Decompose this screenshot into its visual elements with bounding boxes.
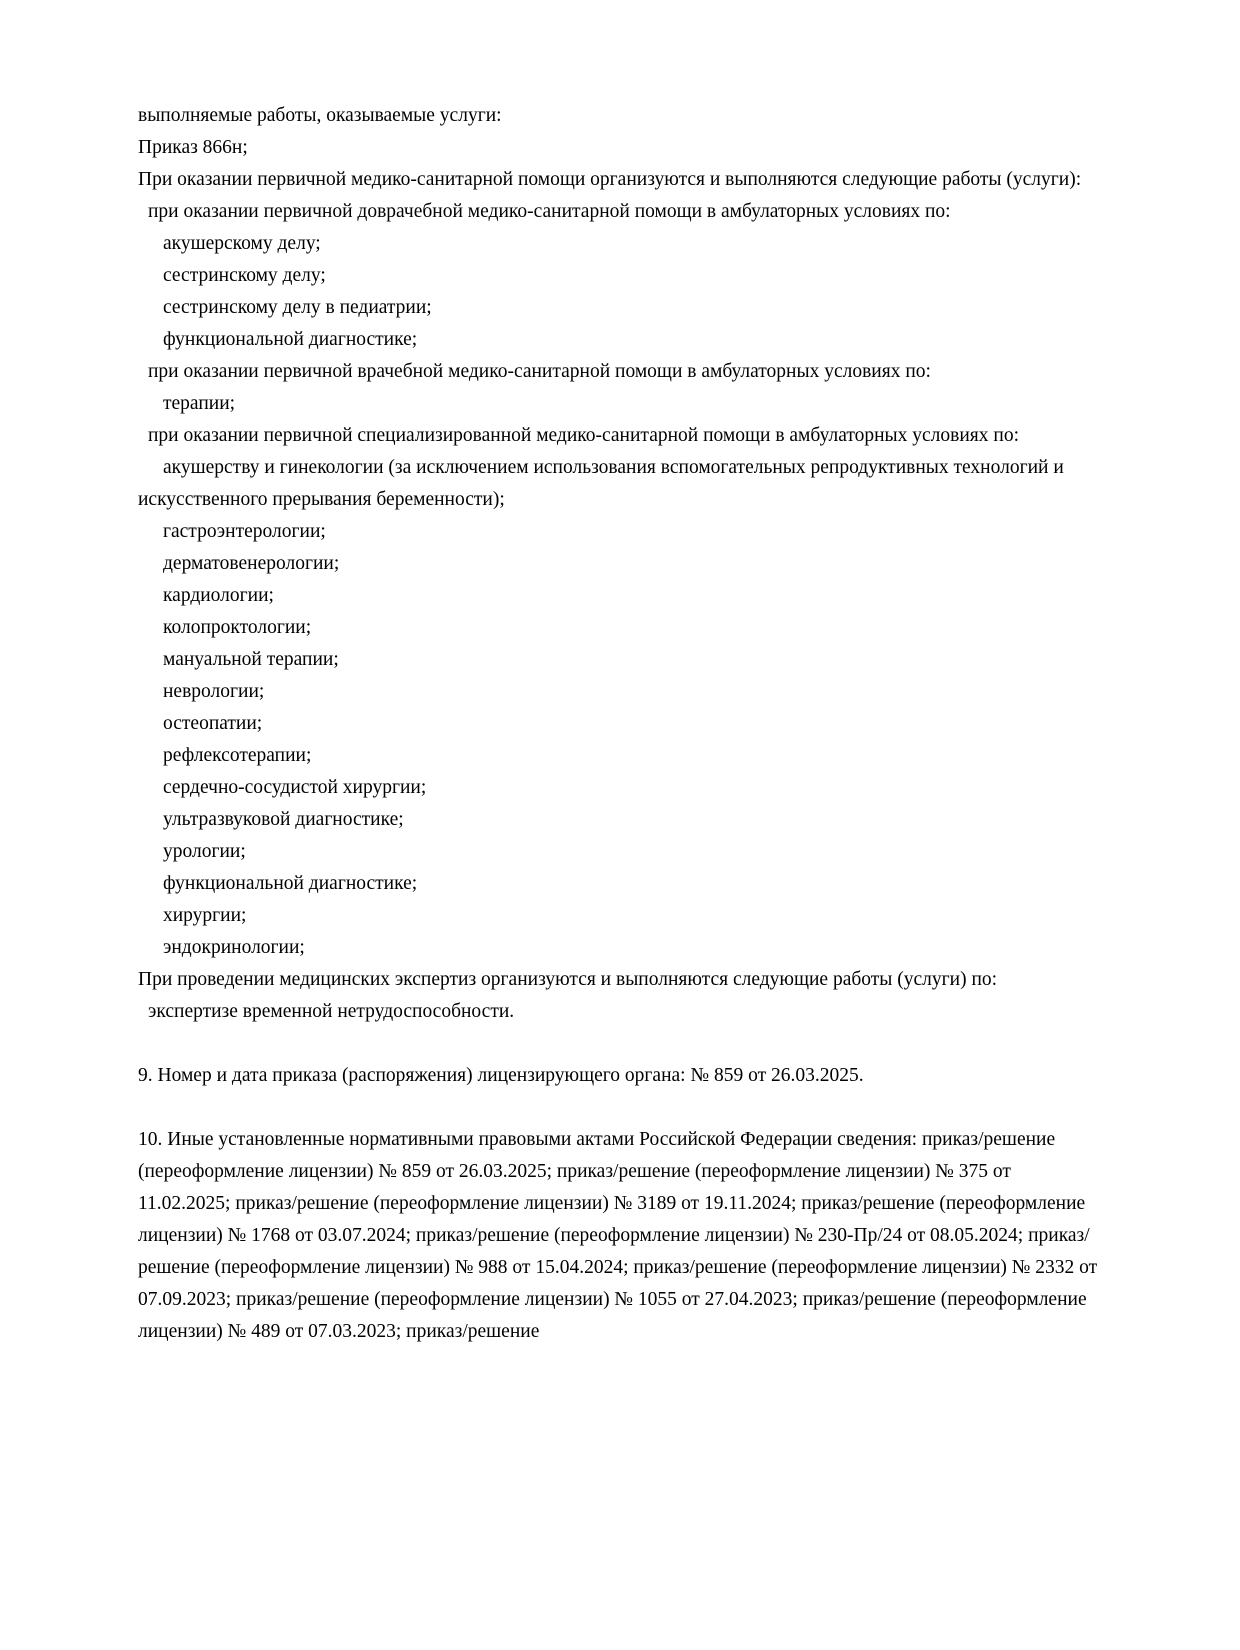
document-paragraph: При оказании первичной медико-санитарной помощи организуются и выполняются следующие работы (услуги): <box>138 169 1082 190</box>
document-paragraph: при оказании первичной специализированной медико-санитарной помощи в амбулаторных условиях по: <box>148 425 1020 446</box>
document-paragraph: 9. Номер и дата приказа (распоряжения) лицензирующего органа: № 859 от 26.03.2025. <box>138 1065 864 1086</box>
document-paragraph: экспертизе временной нетрудоспособности. <box>148 1001 515 1022</box>
blank-line <box>138 1092 1107 1124</box>
document-paragraph: ультразвуковой диагностике; <box>163 809 404 830</box>
document-paragraph: при оказании первичной доврачебной медико-санитарной помощи в амбулаторных условиях по: <box>148 201 951 222</box>
document-paragraph: эндокринологии; <box>163 937 305 958</box>
document-paragraph: рефлексотерапии; <box>163 745 312 766</box>
document-paragraph: колопроктологии; <box>163 617 312 638</box>
document-paragraph: функциональной диагностике; <box>163 329 418 350</box>
document-paragraph: терапии; <box>163 393 236 414</box>
document-paragraph: неврологии; <box>163 681 265 702</box>
document-paragraph: 10. Иные установленные нормативными правовыми актами Российской Федерации сведения: приказ/решение (переоформление лицензии) № 859 от 26.03.2025; приказ/решение (переоформление лицензии) № 375 от 11.02.2025; приказ/решение (переоформление лицензии) № 3189 от 19.11.2024; приказ/решение (переоформление лицензии) № 1768 от 03.07.2024; приказ/решение (переоформление лицензии) № 230-Пр/24 от 08.05.2024; приказ/решение (переоформление лицензии) № 988 от 15.04.2024; приказ/решение (переоформление лицензии) № 2332 от 07.09.2023; приказ/решение (переоформление лицензии) № 1055 от 27.04.2023; приказ/решение (переоформление лицензии) № 489 от 07.03.2023; приказ/решение <box>138 1129 1102 1342</box>
document-paragraph: кардиологии; <box>163 585 274 606</box>
document-paragraph: Приказ 866н; <box>138 137 248 158</box>
document-paragraph: сердечно-сосудистой хирургии; <box>163 777 427 798</box>
document-body <box>138 100 1107 1348</box>
document-paragraph: при оказании первичной врачебной медико-санитарной помощи в амбулаторных условиях по: <box>148 361 931 382</box>
document-paragraph: дерматовенерологии; <box>163 553 340 574</box>
document-paragraph: сестринскому делу; <box>163 265 326 286</box>
document-paragraph: урологии; <box>163 841 246 862</box>
document-paragraph: гастроэнтерологии; <box>163 521 326 542</box>
document-paragraph: сестринскому делу в педиатрии; <box>163 297 432 318</box>
document-paragraph: мануальной терапии; <box>163 649 339 670</box>
document-paragraph: хирургии; <box>163 905 247 926</box>
blank-line <box>138 1028 1107 1060</box>
document-paragraph: акушерству и гинекологии (за исключением использования вспомогательных репродуктивных технологий и искусственного прерывания беременности); <box>138 457 1069 510</box>
document-paragraph: выполняемые работы, оказываемые услуги: <box>138 105 502 126</box>
document-paragraph: При проведении медицинских экспертиз организуются и выполняются следующие работы (услуги) по: <box>138 969 998 990</box>
document-paragraph: функциональной диагностике; <box>163 873 418 894</box>
document-paragraph: остеопатии; <box>163 713 263 734</box>
document-paragraph: акушерскому делу; <box>163 233 321 254</box>
